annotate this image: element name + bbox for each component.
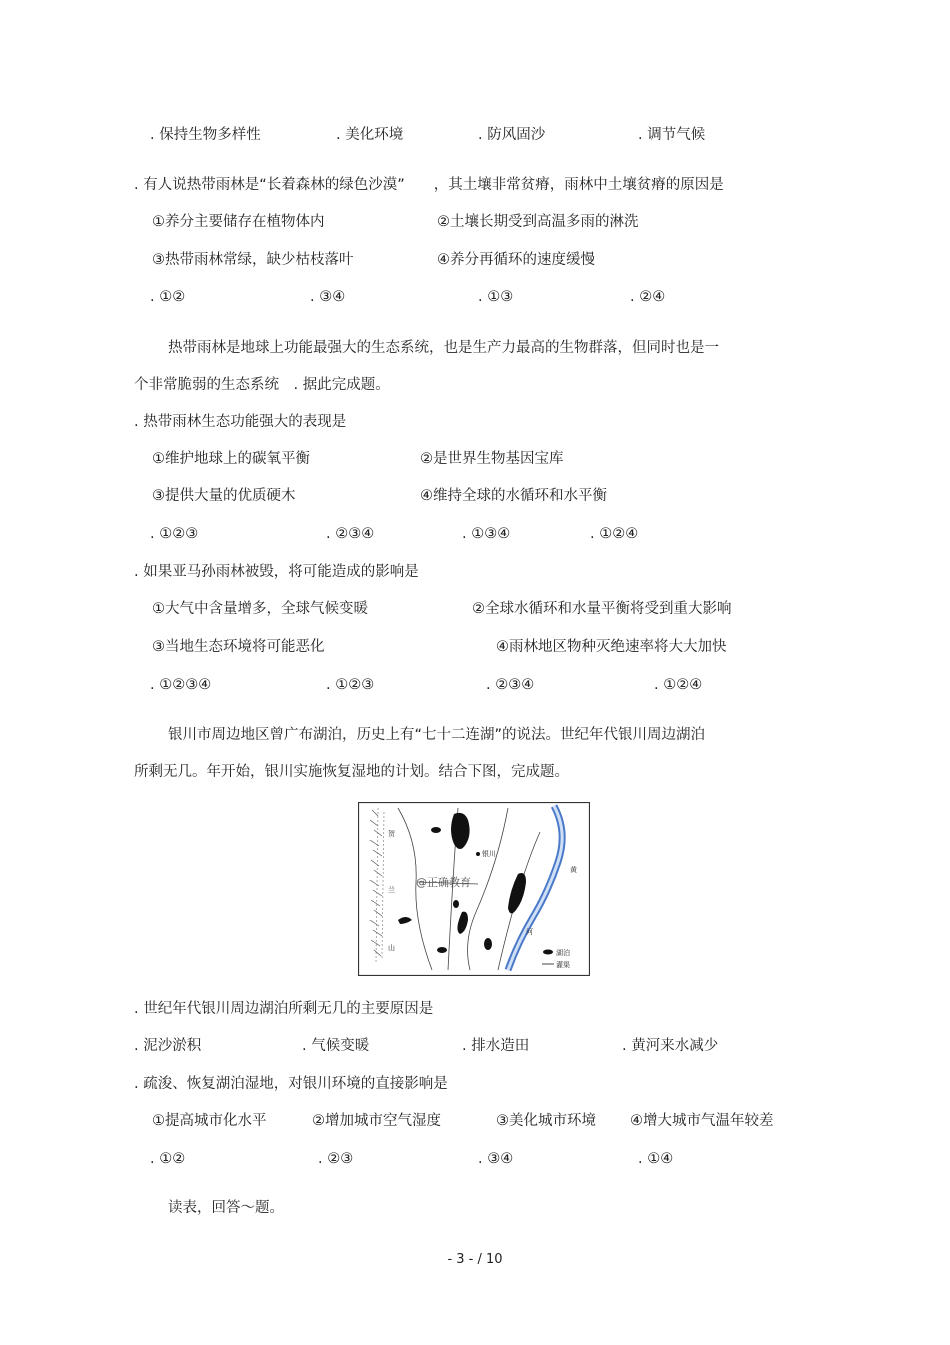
option-d: . 黄河来水减少 bbox=[622, 1038, 719, 1054]
option-d: . ②④ bbox=[630, 289, 666, 305]
statement-1: ①大气中含量增多，全球气候变暖 bbox=[152, 601, 368, 617]
option-b: . 气候变暖 bbox=[302, 1038, 370, 1054]
question-stem: . 世纪年代银川周边湖泊所剩无几的主要原因是 bbox=[134, 1001, 434, 1017]
statement-4: ④维持全球的水循环和水平衡 bbox=[420, 488, 607, 504]
option-a: . 泥沙淤积 bbox=[134, 1038, 202, 1054]
option-d: . ①④ bbox=[638, 1151, 674, 1167]
svg-text:贺: 贺 bbox=[388, 830, 395, 838]
statement-1: ①维护地球上的碳氧平衡 bbox=[152, 451, 310, 467]
table-intro: 读表，回答～题。 bbox=[168, 1200, 284, 1216]
option-c: . ①③④ bbox=[462, 526, 511, 542]
passage-line: 热带雨林是地球上功能最强大的生态系统，也是生产力最高的生物群落，但同时也是一 bbox=[168, 340, 719, 356]
svg-text:兰: 兰 bbox=[388, 886, 395, 894]
option-b: . ①②③ bbox=[326, 677, 375, 693]
option-c: . ①③ bbox=[478, 289, 514, 305]
statement-3: ③提供大量的优质硬木 bbox=[152, 488, 296, 504]
question-stem: . 如果亚马孙雨林被毁，将可能造成的影响是 bbox=[134, 564, 419, 580]
yinchuan-lake-map bbox=[358, 802, 590, 976]
svg-text:河: 河 bbox=[526, 928, 533, 936]
option-c: . 排水造田 bbox=[462, 1038, 530, 1054]
statement-3: ③热带雨林常绿，缺少枯枝落叶 bbox=[152, 252, 354, 268]
statement-2: ②土壤长期受到高温多雨的淋洗 bbox=[437, 214, 639, 230]
option-c: . 防风固沙 bbox=[478, 127, 546, 143]
option-d: . ①②④ bbox=[654, 677, 703, 693]
option-a: . ①②③ bbox=[150, 526, 199, 542]
statement-3: ③美化城市环境 bbox=[496, 1113, 596, 1129]
question-stem: . 有人说热带雨林是“长着森林的绿色沙漠” ，其土壤非常贫瘠，雨林中土壤贫瘠的原因是 bbox=[134, 177, 724, 193]
city-label: 银川 bbox=[482, 850, 496, 858]
option-c: . ②③④ bbox=[486, 677, 535, 693]
statement-2: ②增加城市空气湿度 bbox=[312, 1113, 441, 1129]
statement-1: ①养分主要储存在植物体内 bbox=[152, 214, 325, 230]
option-d: . ①②④ bbox=[590, 526, 639, 542]
option-b: . ②③ bbox=[318, 1151, 354, 1167]
option-b: . ②③④ bbox=[326, 526, 375, 542]
option-b: . ③④ bbox=[310, 289, 346, 305]
statement-4: ④养分再循环的速度缓慢 bbox=[437, 252, 595, 268]
option-a: . ①② bbox=[150, 1151, 186, 1167]
option-a: . ①② bbox=[150, 289, 186, 305]
statement-2: ②是世界生物基因宝库 bbox=[420, 451, 564, 467]
passage-line: 银川市周边地区曾广布湖泊，历史上有“七十二连湖”的说法。世纪年代银川周边湖泊 bbox=[168, 727, 706, 743]
svg-text:山: 山 bbox=[388, 944, 395, 952]
svg-text:灌渠: 灌渠 bbox=[556, 961, 570, 969]
svg-text:黄: 黄 bbox=[570, 866, 577, 874]
question-stem: . 疏浚、恢复湖泊湿地，对银川环境的直接影响是 bbox=[134, 1076, 448, 1092]
passage-line: 个非常脆弱的生态系统 . 据此完成题。 bbox=[134, 377, 390, 393]
option-a: . ①②③④ bbox=[150, 677, 212, 693]
statement-2: ②全球水循环和水量平衡将受到重大影响 bbox=[472, 601, 732, 617]
statement-4: ④雨林地区物种灭绝速率将大大加快 bbox=[496, 639, 727, 655]
option-d: . 调节气候 bbox=[638, 127, 706, 143]
statement-1: ①提高城市化水平 bbox=[152, 1113, 267, 1129]
option-a: . 保持生物多样性 bbox=[150, 127, 261, 143]
option-c: . ③④ bbox=[478, 1151, 514, 1167]
svg-text:湖泊: 湖泊 bbox=[556, 949, 570, 957]
question-stem: . 热带雨林生态功能强大的表现是 bbox=[134, 414, 347, 430]
watermark-text: @正确教育 bbox=[416, 876, 471, 889]
page-number: - 3 - / 10 bbox=[447, 1252, 503, 1267]
statement-3: ③当地生态环境将可能恶化 bbox=[152, 639, 325, 655]
option-b: . 美化环境 bbox=[336, 127, 404, 143]
statement-4: ④增大城市气温年较差 bbox=[630, 1113, 774, 1129]
yinchuan-marker bbox=[476, 852, 480, 856]
passage-line: 所剩无几。年开始，银川实施恢复湿地的计划。结合下图，完成题。 bbox=[134, 764, 569, 780]
